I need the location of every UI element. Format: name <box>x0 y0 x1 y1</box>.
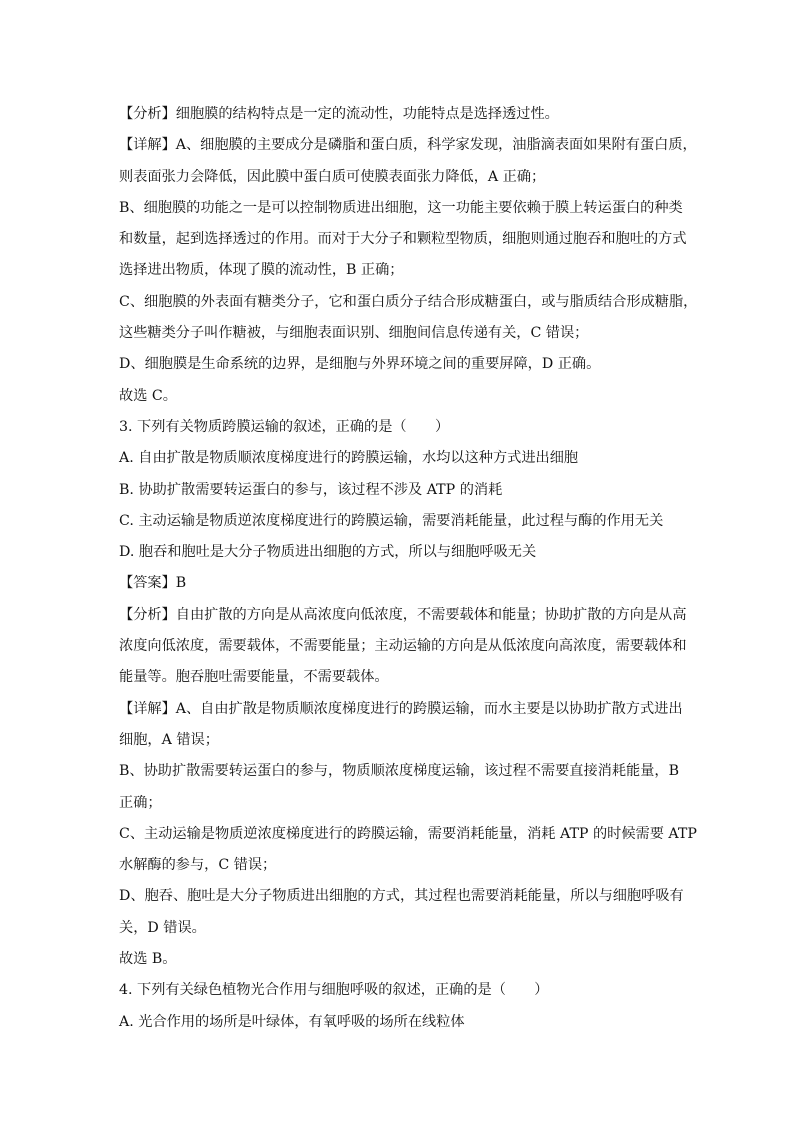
explanation-line: 【详解】A、细胞膜的主要成分是磷脂和蛋白质，科学家发现，油脂滴表面如果附有蛋白质， <box>119 137 697 154</box>
analysis-line: 浓度向低浓度，需要载体，不需要能量；主动运输的方向是从低浓度向高浓度，需要载体和 <box>119 638 687 655</box>
explanation-line: 细胞，A 错误； <box>119 731 219 748</box>
option-a: A. 光合作用的场所是叶绿体，有氧呼吸的场所在线粒体 <box>119 1013 465 1030</box>
explanation-line: 选择进出物质，体现了膜的流动性，B 正确； <box>119 262 404 279</box>
explanation-line: 关，D 错误。 <box>119 919 206 936</box>
explanation-line: 水解酶的参与，C 错误； <box>119 857 277 874</box>
document-page <box>119 99 698 1038</box>
explanation-line: 这些糖类分子叫作糖被，与细胞表面识别、细胞间信息传递有关，C 错误； <box>119 325 589 342</box>
explanation-line: B、细胞膜的功能之一是可以控制物质进出细胞，这一功能主要依赖于膜上转运蛋白的种类 <box>119 199 683 216</box>
explanation-line: C、细胞膜的外表面有糖类分子，它和蛋白质分子结合形成糖蛋白，或与脂质结合形成糖脂， <box>119 293 698 310</box>
explanation-line: B、协助扩散需要转运蛋白的参与，物质顺浓度梯度运输，该过程不需要直接消耗能量，B <box>119 763 679 780</box>
explanation-line: D、细胞膜是生命系统的边界，是细胞与外界环境之间的重要屏障，D 正确。 <box>119 356 601 373</box>
question-stem: 4. 下列有关绿色植物光合作用与细胞呼吸的叙述，正确的是（ ） <box>119 982 549 999</box>
explanation-line: 正确； <box>119 794 162 811</box>
option-c: C. 主动运输是物质逆浓度梯度进行的跨膜运输，需要消耗能量，此过程与酶的作用无关 <box>119 512 664 529</box>
option-b: B. 协助扩散需要转运蛋白的参与，该过程不涉及 ATP 的消耗 <box>119 481 503 498</box>
choice-line: 故选 C。 <box>119 387 177 404</box>
question-stem: 3. 下列有关物质跨膜运输的叙述，正确的是（ ） <box>119 418 450 435</box>
choice-line: 故选 B。 <box>119 951 177 968</box>
analysis-line: 能量等。胞吞胞吐需要能量，不需要载体。 <box>119 669 389 686</box>
explanation-line: 【详解】A、自由扩散是物质顺浓度梯度进行的跨膜运输，而水主要是以协助扩散方式进出 <box>119 700 683 717</box>
answer-line: 【答案】B <box>119 575 187 592</box>
explanation-line: D、胞吞、胞吐是大分子物质进出细胞的方式，其过程也需要消耗能量，所以与细胞呼吸有 <box>119 888 684 905</box>
option-d: D. 胞吞和胞吐是大分子物质进出细胞的方式，所以与细胞呼吸无关 <box>119 544 537 561</box>
option-a: A. 自由扩散是物质顺浓度梯度进行的跨膜运输，水均以这种方式进出细胞 <box>119 450 579 467</box>
explanation-line: 和数量，起到选择透过的作用。而对于大分子和颗粒型物质，细胞则通过胞吞和胞吐的方式 <box>119 231 687 248</box>
explanation-line: 则表面张力会降低，因此膜中蛋白质可使膜表面张力降低，A 正确； <box>119 168 546 185</box>
explanation-line: C、主动运输是物质逆浓度梯度进行的跨膜运输，需要消耗能量，消耗 ATP 的时候需要 ATP <box>119 825 697 842</box>
analysis-line: 【分析】细胞膜的结构特点是一定的流动性，功能特点是选择透过性。 <box>119 106 559 122</box>
analysis-line: 【分析】自由扩散的方向是从高浓度向低浓度，不需要载体和能量；协助扩散的方向是从高 <box>119 606 687 623</box>
